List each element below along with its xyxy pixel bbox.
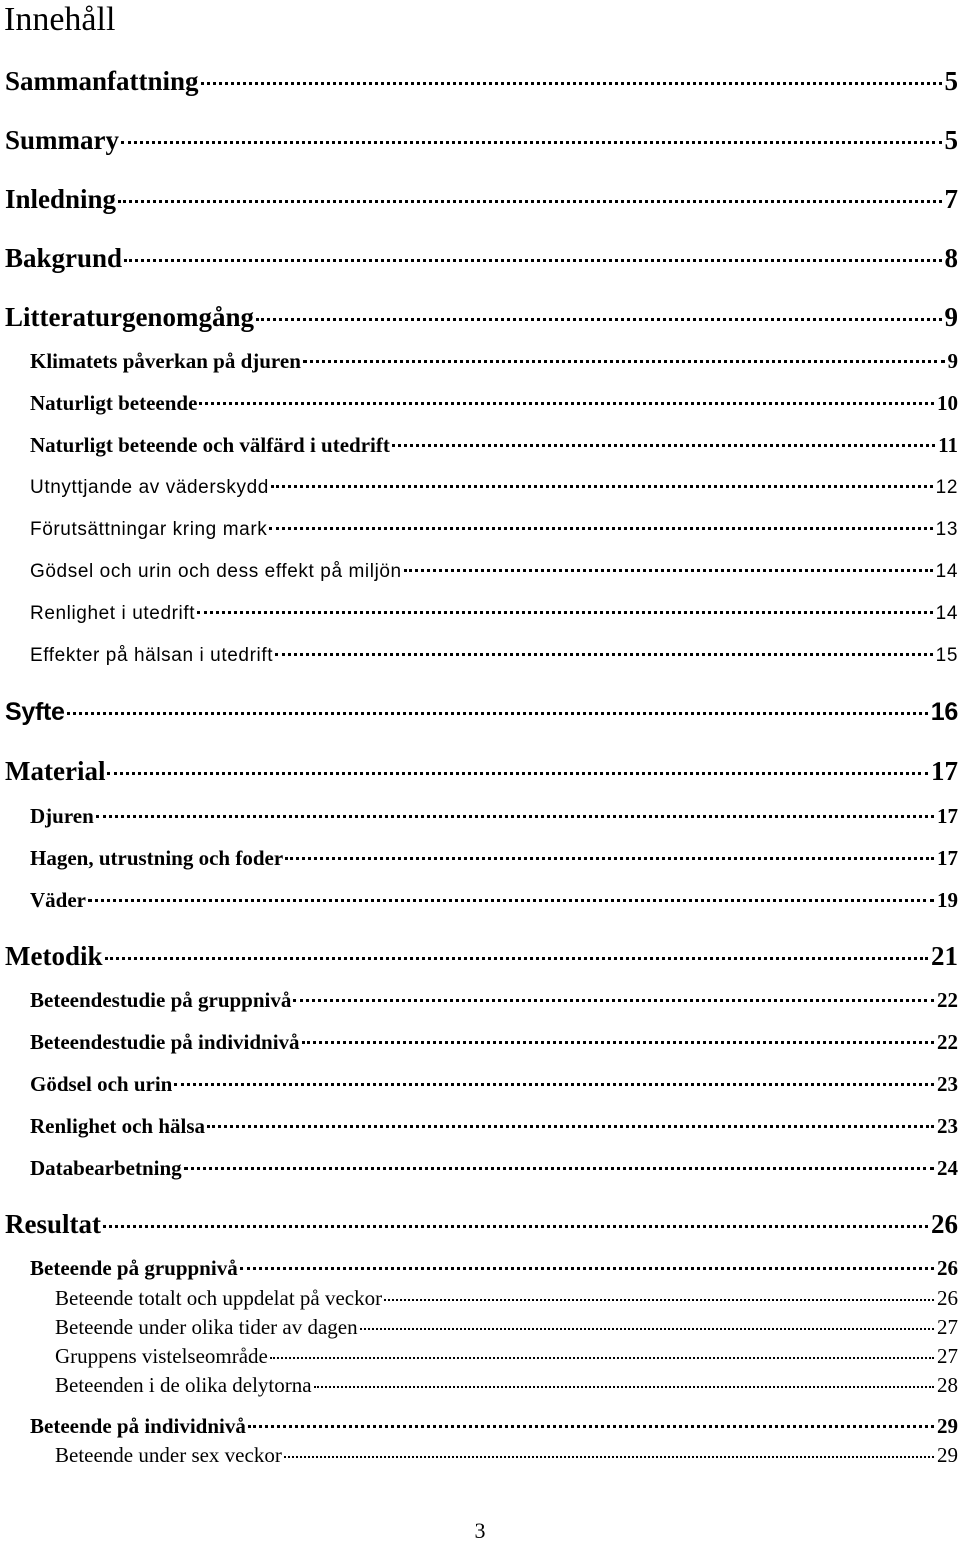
page-number: 3: [474, 1518, 486, 1543]
toc-entry-page: 22: [937, 988, 958, 1012]
dot-leader: [201, 82, 942, 85]
dot-leader: [67, 712, 928, 715]
toc-entry-resultat[interactable]: [5, 1209, 958, 1240]
toc-entry-beteende-individniva[interactable]: [30, 1414, 958, 1439]
toc-entry-label: Databearbetning: [30, 1156, 182, 1180]
toc-entry-page: 23: [937, 1072, 958, 1096]
toc-entry-sex-veckor[interactable]: [55, 1443, 958, 1468]
toc-entry-label: Förutsättningar kring mark: [30, 519, 268, 540]
dot-leader: [284, 1456, 934, 1458]
toc-entry-label: Naturligt beteende: [30, 391, 198, 415]
toc-entry-page: 22: [937, 1030, 958, 1054]
toc-entry-godsel-urin[interactable]: [30, 1072, 958, 1097]
toc-entry-litteraturgenomgang[interactable]: [5, 302, 958, 333]
dot-leader: [103, 1225, 928, 1228]
dot-leader: [107, 772, 928, 775]
toc-entry-page: 8: [944, 243, 958, 273]
toc-entry-label: Summary: [5, 125, 119, 155]
toc-entry-beteende-totalt[interactable]: [55, 1286, 958, 1311]
toc-entry-label: Renlighet i utedrift: [30, 603, 196, 624]
toc-entry-page: 12: [935, 477, 958, 498]
toc-entry-page: 15: [935, 645, 958, 666]
toc-entry-label: Renlighet och hälsa: [30, 1114, 206, 1138]
toc-entry-label: Beteende totalt och uppdelat på veckor: [55, 1286, 383, 1310]
toc-entry-page: 19: [937, 888, 958, 912]
dot-leader: [88, 899, 934, 902]
dot-leader: [293, 999, 934, 1002]
dot-leader: [302, 1041, 934, 1044]
dot-leader: [197, 611, 933, 614]
toc-entry-page: 26: [931, 1209, 958, 1239]
toc-entry-page: 7: [944, 184, 958, 214]
toc-entry-page: 5: [944, 66, 958, 96]
toc-entry-syfte[interactable]: [5, 698, 958, 727]
dot-leader: [275, 653, 933, 656]
toc-entry-label: Syfte: [5, 698, 65, 726]
toc-entry-label: Naturligt beteende och välfärd i utedrift: [30, 433, 390, 457]
toc-entry-label: Material: [5, 756, 106, 786]
dot-leader: [184, 1167, 934, 1170]
toc-entry-page: 11: [938, 433, 958, 457]
dot-leader: [360, 1328, 934, 1330]
dot-leader: [269, 527, 932, 530]
dot-leader: [256, 318, 942, 321]
toc-entry-page: 27: [937, 1315, 958, 1339]
toc-entry-hagen[interactable]: [30, 846, 958, 871]
toc-entry-naturligt-beteende-valfard[interactable]: [30, 433, 958, 458]
toc-entry-page: 13: [935, 519, 958, 540]
toc-entry-page: 29: [937, 1443, 958, 1467]
dot-leader: [248, 1425, 934, 1428]
dot-leader: [314, 1386, 934, 1388]
dot-leader: [271, 485, 933, 488]
toc-entry-godsel-miljon[interactable]: [30, 561, 958, 583]
toc-entry-page: 17: [931, 756, 958, 786]
dot-leader: [285, 857, 934, 860]
dot-leader: [118, 200, 941, 203]
toc-entry-page: 17: [937, 846, 958, 870]
toc-entry-page: 17: [937, 804, 958, 828]
toc-entry-page: 26: [937, 1286, 958, 1310]
toc-entry-material[interactable]: [5, 756, 958, 787]
toc-entry-label: Beteendestudie på individnivå: [30, 1030, 300, 1054]
toc-entry-label: Utnyttjande av väderskydd: [30, 477, 269, 498]
dot-leader: [404, 569, 933, 572]
toc-entry-page: 16: [930, 698, 958, 726]
dot-leader: [174, 1083, 934, 1086]
toc-entry-label: Sammanfattning: [5, 66, 199, 96]
dot-leader: [207, 1125, 934, 1128]
toc-entry-page: 28: [937, 1373, 958, 1397]
toc-entry-vaderskydd[interactable]: [30, 477, 958, 499]
dot-leader: [384, 1299, 934, 1301]
dot-leader: [270, 1357, 934, 1359]
toc-entry-label: Klimatets påverkan på djuren: [30, 349, 301, 373]
toc-entry-renlighet-utedrift[interactable]: [30, 603, 958, 625]
toc-entry-page: 24: [937, 1156, 958, 1180]
toc-entry-page: 5: [944, 125, 958, 155]
toc-entry-label: Djuren: [30, 804, 94, 828]
toc-entry-databearbetning[interactable]: [30, 1156, 958, 1181]
dot-leader: [124, 259, 941, 262]
toc-entry-renlighet-halsa[interactable]: [30, 1114, 958, 1139]
toc-entry-beteende-tider[interactable]: [55, 1315, 958, 1340]
toc-entry-page: 14: [935, 603, 958, 624]
toc-entry-label: Beteenden i de olika delytorna: [55, 1373, 312, 1397]
toc-entry-page: 29: [937, 1414, 958, 1438]
toc-entry-label: Beteende under sex veckor: [55, 1443, 282, 1467]
toc-entry-page: 23: [937, 1114, 958, 1138]
toc-entry-djuren[interactable]: [30, 804, 958, 829]
toc-entry-klimatets-paverkan[interactable]: [30, 349, 958, 374]
toc-entry-inledning[interactable]: [5, 184, 958, 215]
dot-leader: [199, 402, 934, 405]
toc-entry-effekter-halsan[interactable]: [30, 645, 958, 667]
toc-entry-label: Inledning: [5, 184, 117, 214]
toc-entry-page: 21: [931, 941, 958, 971]
dot-leader: [121, 141, 942, 144]
toc-entry-forutsattningar-mark[interactable]: [30, 519, 958, 541]
toc-entry-metodik[interactable]: [5, 941, 958, 972]
toc-entry-page: 9: [947, 349, 958, 373]
dot-leader: [240, 1267, 934, 1270]
toc-entry-page: 9: [944, 302, 958, 332]
toc-entry-page: 27: [937, 1344, 958, 1368]
toc-entry-label: Beteende på individnivå: [30, 1414, 246, 1438]
toc-heading: Innehåll: [4, 1, 116, 38]
toc-entry-label: Beteendestudie på gruppnivå: [30, 988, 292, 1012]
toc-entry-beteendestudie-gruppniva[interactable]: [30, 988, 958, 1013]
toc-entry-label: Väder: [30, 888, 86, 912]
toc-entry-sammanfattning[interactable]: [5, 66, 958, 97]
toc-entry-label: Beteende under olika tider av dagen: [55, 1315, 358, 1339]
toc-entry-page: 14: [935, 561, 958, 582]
toc-entry-vistelseomrade[interactable]: [55, 1344, 958, 1369]
toc-entry-beteendestudie-individniva[interactable]: [30, 1030, 958, 1055]
toc-entry-naturligt-beteende[interactable]: [30, 391, 958, 416]
toc-entry-label: Gödsel och urin och dess effekt på miljön: [30, 561, 402, 582]
toc-entry-vader[interactable]: [30, 888, 958, 913]
dot-leader: [96, 815, 934, 818]
toc-entry-beteende-gruppniva[interactable]: [30, 1256, 958, 1281]
toc-entry-label: Metodik: [5, 941, 103, 971]
toc-entry-label: Hagen, utrustning och foder: [30, 846, 284, 870]
toc-entry-delytorna[interactable]: [55, 1373, 958, 1398]
toc-entry-bakgrund[interactable]: [5, 243, 958, 274]
toc-entry-label: Gödsel och urin: [30, 1072, 173, 1096]
dot-leader: [392, 444, 935, 447]
dot-leader: [303, 360, 945, 363]
toc-entry-label: Bakgrund: [5, 243, 123, 273]
dot-leader: [105, 957, 929, 960]
toc-entry-label: Gruppens vistelseområde: [55, 1344, 268, 1368]
toc-entry-label: Resultat: [5, 1209, 101, 1239]
toc-entry-label: Litteraturgenomgång: [5, 302, 254, 332]
toc-entry-label: Beteende på gruppnivå: [30, 1256, 238, 1280]
toc-entry-label: Effekter på hälsan i utedrift: [30, 645, 274, 666]
toc-entry-summary[interactable]: [5, 125, 958, 156]
toc-entry-page: 10: [937, 391, 958, 415]
toc-entry-page: 26: [937, 1256, 958, 1280]
